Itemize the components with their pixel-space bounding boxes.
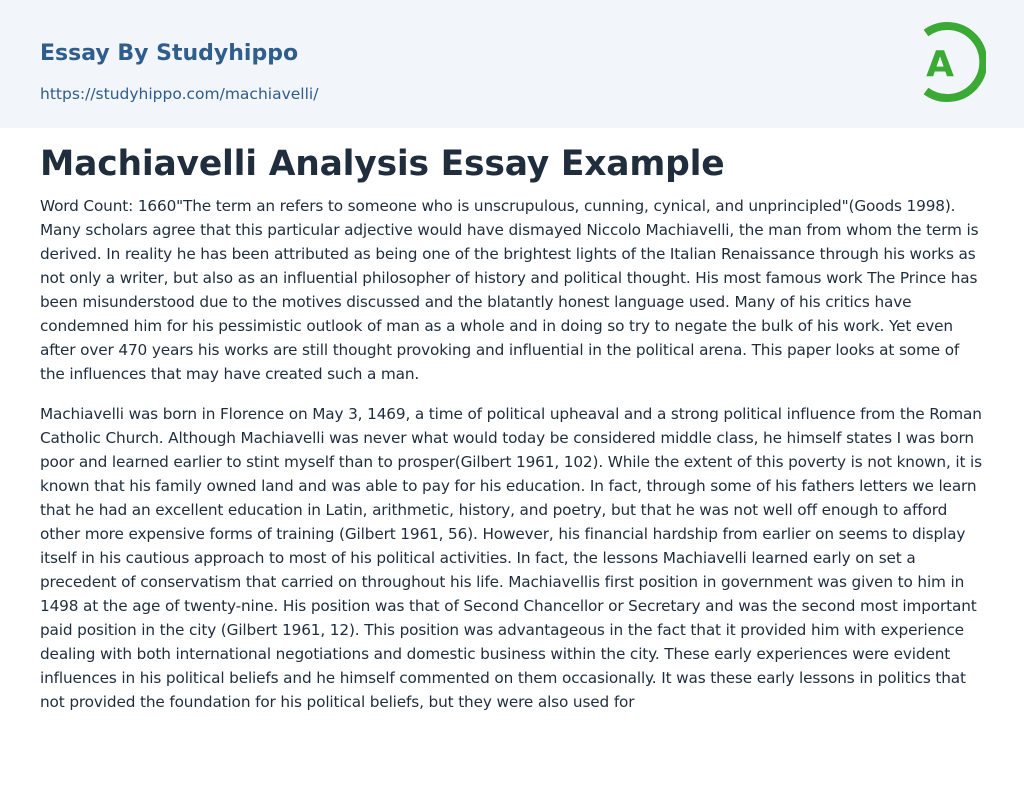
essay-paragraph: Word Count: 1660"The term an refers to someone who is unscrupulous, cunning, cynical, and unprincipled"(Goods 1998). Many scholars agree that this particular adjective would have dismayed Niccolo Machiavelli, the man from whom the term is derived. In reality he has been attributed as being one of the brightest lights of the Italian Renaissance through his works as not only a writer, but also as an influential philosopher of history and political thought. His most famous work The Prince has been misunderstood due to the motives discussed and the blatantly honest language used. Many of his critics have condemned him for his pessimistic outlook of man as a whole and in doing so try to negate the bulk of his work. Yet even after over 470 years his works are still thought provoking and influential in the political arena. This paper looks at some of the influences that may have created such a man. bbox=[40, 197, 979, 383]
site-header bbox=[0, 0, 1024, 128]
page-title: Machiavelli Analysis Essay Example bbox=[40, 144, 725, 184]
studyhippo-logo-icon[interactable] bbox=[912, 20, 986, 104]
essay-paragraph: Machiavelli was born in Florence on May 3, 1469, a time of political upheaval and a strong political influence from the Roman Catholic Church. Although Machiavelli was never what would today be considered middle class, he himself states I was born poor and learned earlier to stint myself than to prosper(Gilbert 1961, 102). While the extent of this poverty is not known, it is known that his family owned land and was able to pay for his education. In fact, through some of his fathers letters we learn that he had an excellent education in Latin, arithmetic, history, and poetry, but that he was not well off enough to afford other more expensive forms of training (Gilbert 1961, 56). However, his financial hardship from earlier on seems to display itself in his cautious approach to most of his political activities. In fact, the lessons Machiavelli learned early on set a precedent of conservatism that carried on throughout his life. Machiavellis first position in government was given to him in 1498 at the age of twenty-nine. His position was that of Second Chancellor or Secretary and was the second most important paid position in the city (Gilbert 1961, 12). This position was advantageous in the fact that it provided him with experience dealing with both international negotiations and domestic business within the city. These early experiences were evident influences in his political beliefs and he himself commented on them occasionally. It was these early lessons in politics that not provided the foundation for his political beliefs, but they were also used for bbox=[40, 405, 982, 711]
site-brand-title: Essay By Studyhippo bbox=[40, 41, 299, 66]
essay-body bbox=[40, 194, 987, 730]
logo-letter: A bbox=[926, 44, 954, 85]
source-url-link[interactable]: https://studyhippo.com/machiavelli/ bbox=[40, 85, 319, 103]
